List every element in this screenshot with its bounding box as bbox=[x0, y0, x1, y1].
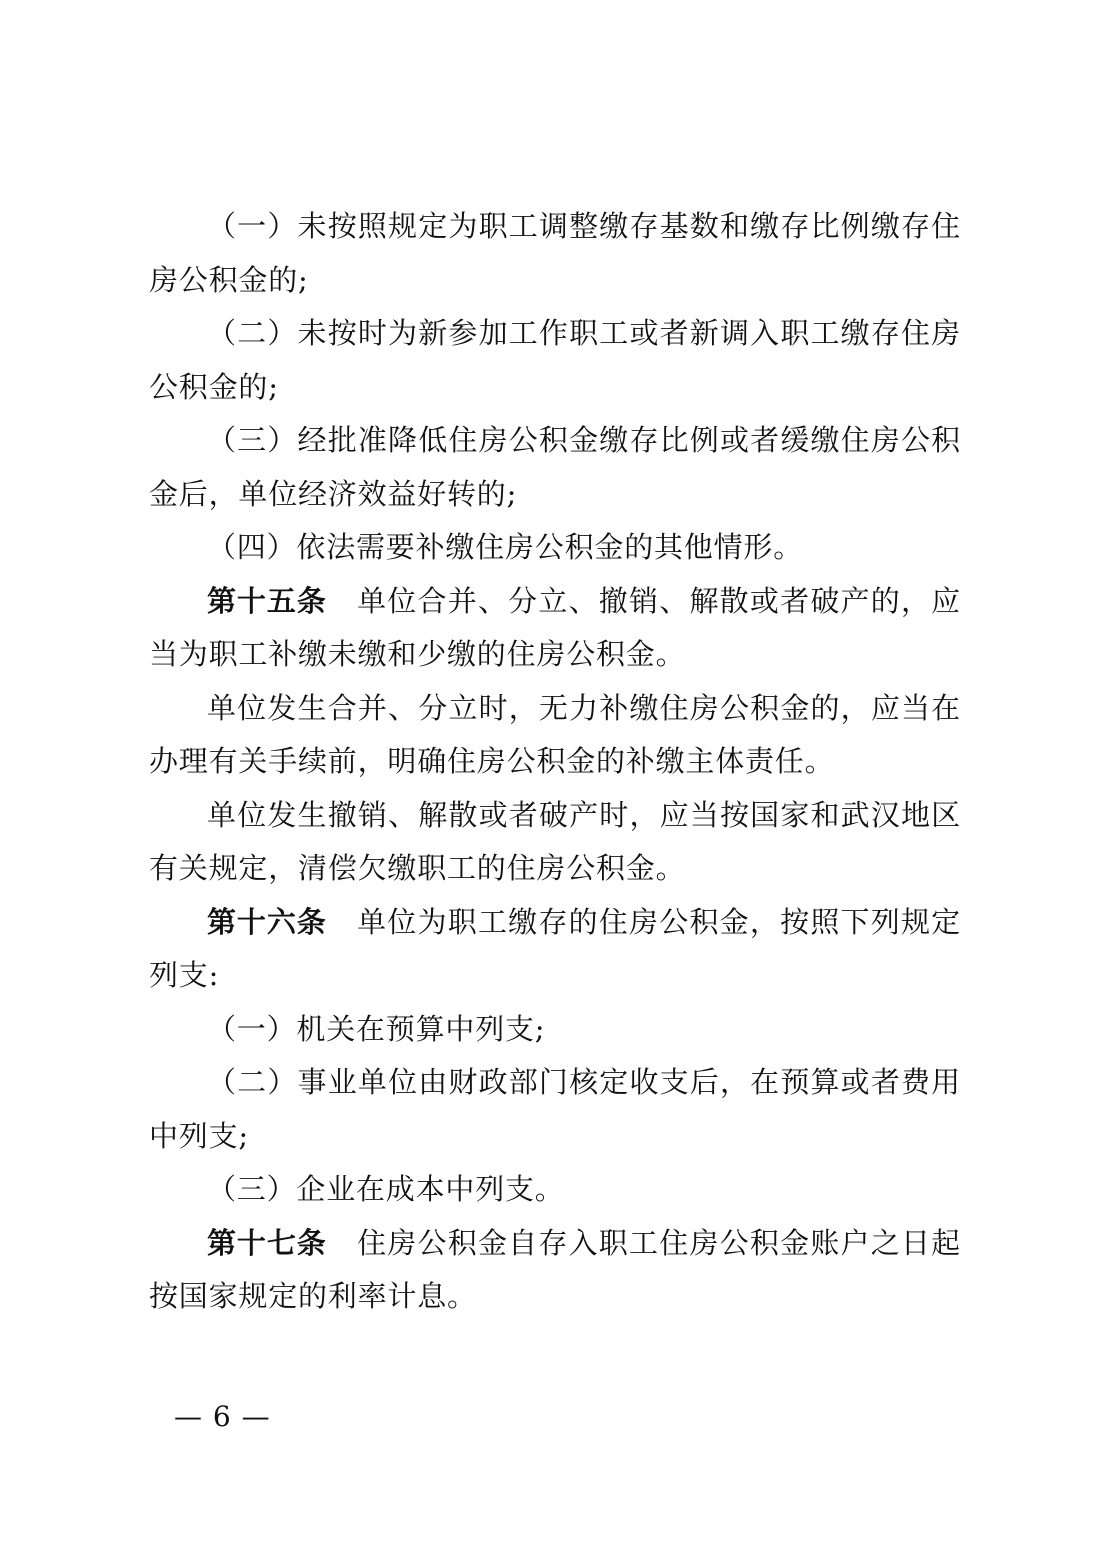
article-15 bbox=[149, 575, 961, 682]
page-number: — 6 — bbox=[174, 1400, 271, 1433]
paragraph-item-2 bbox=[149, 307, 961, 414]
paragraph-text: （二）事业单位由财政部门核定收支后，在预算或者费用中列支; bbox=[149, 1065, 961, 1153]
paragraph-text: （二）未按时为新参加工作职工或者新调入职工缴存住房公积金的; bbox=[149, 316, 961, 404]
article-text: 单位为职工缴存的住房公积金，按照下列规定列支: bbox=[149, 904, 961, 992]
paragraph-item-enterprise bbox=[149, 1163, 961, 1217]
paragraph-text: 单位发生撤销、解散或者破产时，应当按国家和武汉地区有关规定，清偿欠缴职工的住房公积金。 bbox=[149, 797, 961, 885]
paragraph-text: （一）未按照规定为职工调整缴存基数和缴存比例缴存住房公积金的; bbox=[149, 209, 961, 297]
article-number: 第十六条 bbox=[207, 904, 327, 939]
paragraph-text: （一）机关在预算中列支; bbox=[207, 1011, 546, 1046]
paragraph-text: （三）企业在成本中列支。 bbox=[207, 1172, 565, 1206]
article-text: 住房公积金自存入职工住房公积金账户之日起按国家规定的利率计息。 bbox=[149, 1225, 961, 1313]
paragraph-text: （四）依法需要补缴住房公积金的其他情形。 bbox=[207, 530, 804, 564]
paragraph-text: 单位发生合并、分立时，无力补缴住房公积金的，应当在办理有关手续前，明确住房公积金的补缴主体责任。 bbox=[149, 690, 961, 778]
article-number: 第十五条 bbox=[207, 583, 327, 618]
paragraph-item-3 bbox=[149, 414, 961, 521]
article-16 bbox=[149, 896, 961, 1003]
article-number: 第十七条 bbox=[207, 1225, 327, 1260]
paragraph-item-1 bbox=[149, 200, 961, 307]
paragraph-item-agency bbox=[149, 1003, 961, 1057]
paragraph-item-institution bbox=[149, 1056, 961, 1163]
paragraph-merger bbox=[149, 682, 961, 789]
paragraph-text: （三）经批准降低住房公积金缴存比例或者缓缴住房公积金后，单位经济效益好转的; bbox=[149, 423, 961, 511]
paragraph-item-4 bbox=[149, 521, 961, 575]
document-body bbox=[149, 200, 961, 1324]
article-17 bbox=[149, 1217, 961, 1324]
article-text: 单位合并、分立、撤销、解散或者破产的，应当为职工补缴未缴和少缴的住房公积金。 bbox=[149, 583, 961, 671]
paragraph-dissolution bbox=[149, 789, 961, 896]
